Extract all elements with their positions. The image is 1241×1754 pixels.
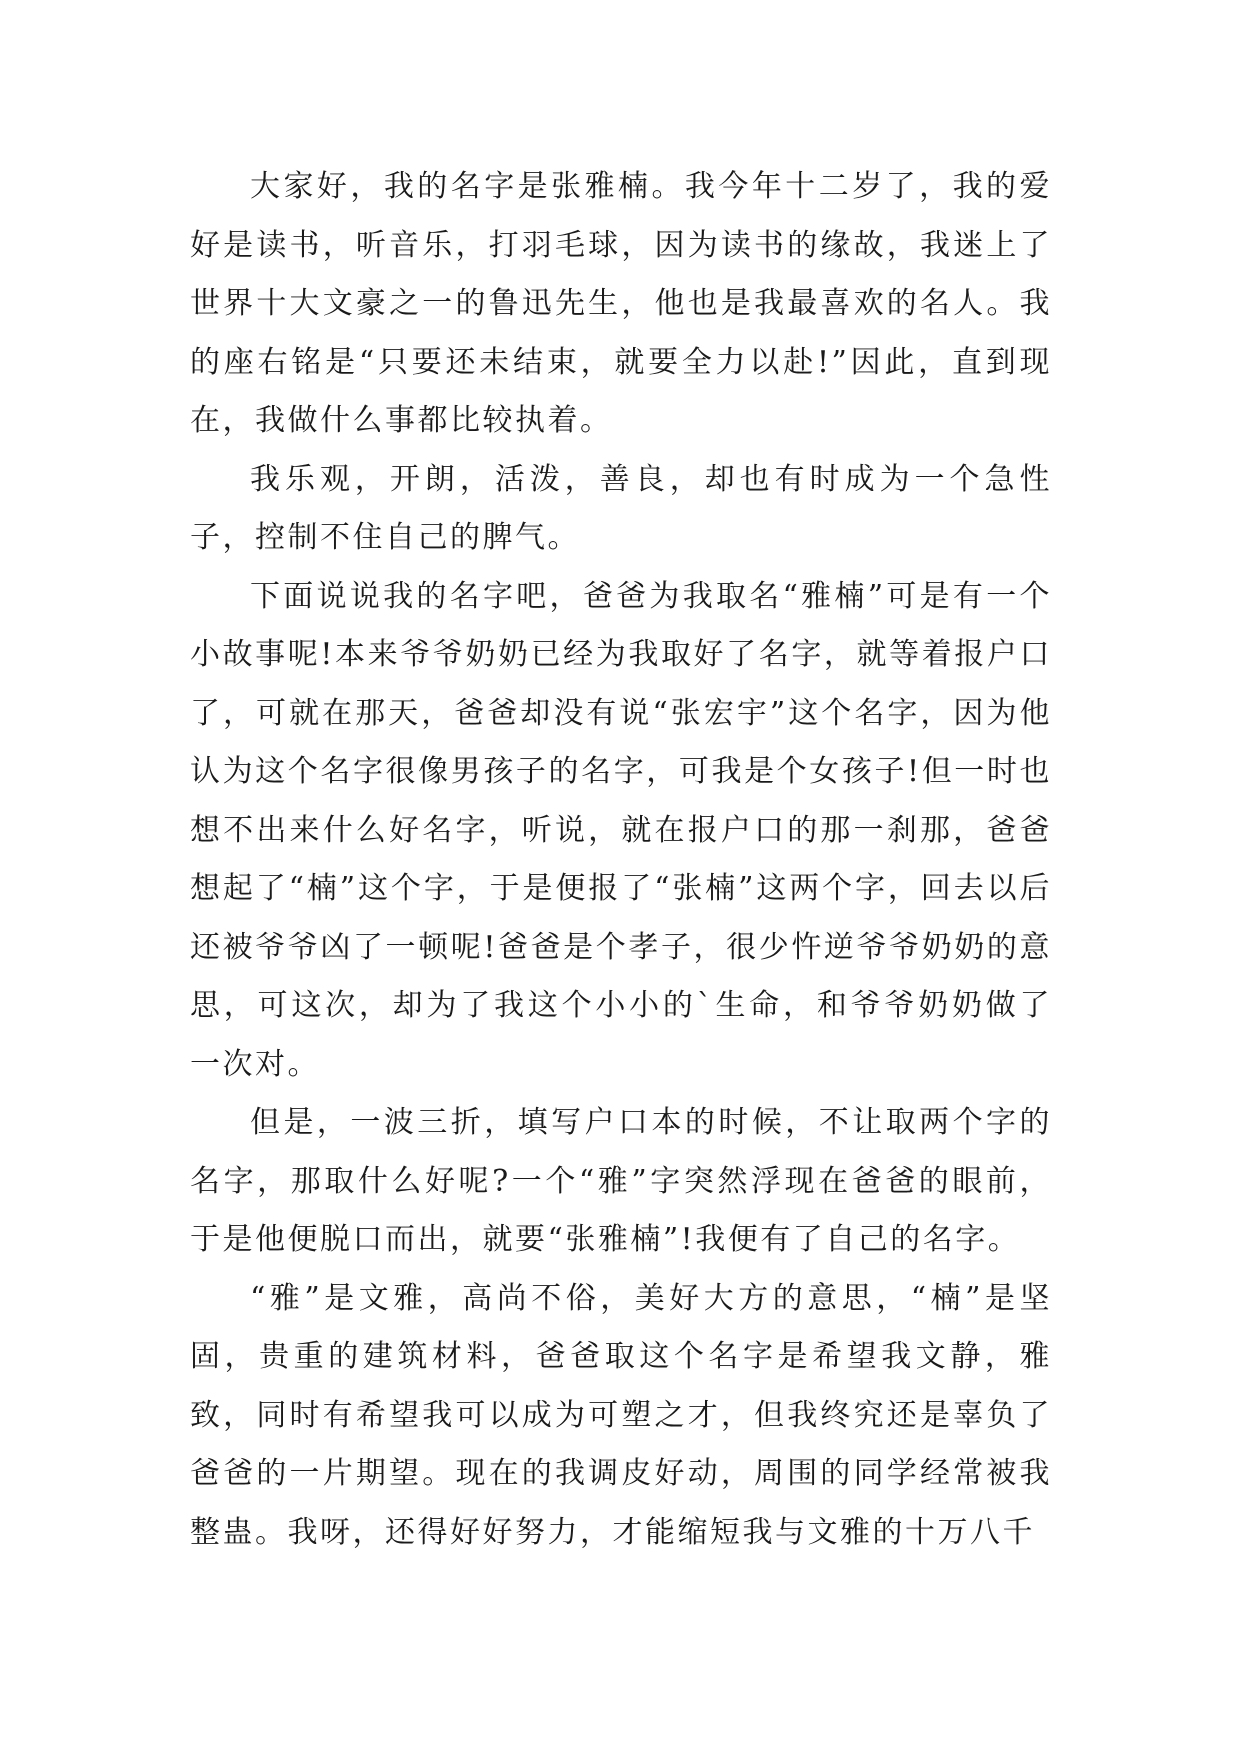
paragraph-1: 大家好，我的名字是张雅楠。我今年十二岁了，我的爱好是读书，听音乐，打羽毛球，因为读书的缘故，我迷上了世界十大文豪之一的鲁迅先生，他也是我最喜欢的名人。我的座右铭是“只要还未结束，就要全力以赴!”因此，直到现在，我做什么事都比较执着。 [190, 169, 1052, 438]
paragraph-5: “雅”是文雅，高尚不俗，美好大方的意思，“楠”是坚固，贵重的建筑材料，爸爸取这个名字是希望我文静，雅致，同时有希望我可以成为可塑之才，但我终究还是辜负了爸爸的一片期望。现在的我调皮好动，周围的同学经常被我整蛊。我呀，还得好好努力，才能缩短我与文雅的十万八千 [190, 1280, 1052, 1550]
paragraph-2: 我乐观，开朗，活泼，善良，却也有时成为一个急性子，控制不住自己的脾气。 [190, 461, 1052, 555]
document-body [190, 158, 1052, 1562]
paragraph-3: 下面说说我的名字吧，爸爸为我取名“雅楠”可是有一个小故事呢!本来爷爷奶奶已经为我取好了名字，就等着报户口了，可就在那天，爸爸却没有说“张宏宇”这个名字，因为他认为这个名字很像男孩子的名字，可我是个女孩子!但一时也想不出来什么好名字，听说，就在报户口的那一刹那，爸爸想起了“楠”这个字，于是便报了“张楠”这两个字，回去以后还被爷爷凶了一顿呢!爸爸是个孝子，很少忤逆爷爷奶奶的意思，可这次，却为了我这个小小的`生命，和爷爷奶奶做了一次对。 [190, 578, 1052, 1082]
paragraph-4: 但是，一波三折，填写户口本的时候，不让取两个字的名字，那取什么好呢?一个“雅”字突然浮现在爸爸的眼前，于是他便脱口而出，就要“张雅楠”!我便有了自己的名字。 [190, 1105, 1052, 1257]
